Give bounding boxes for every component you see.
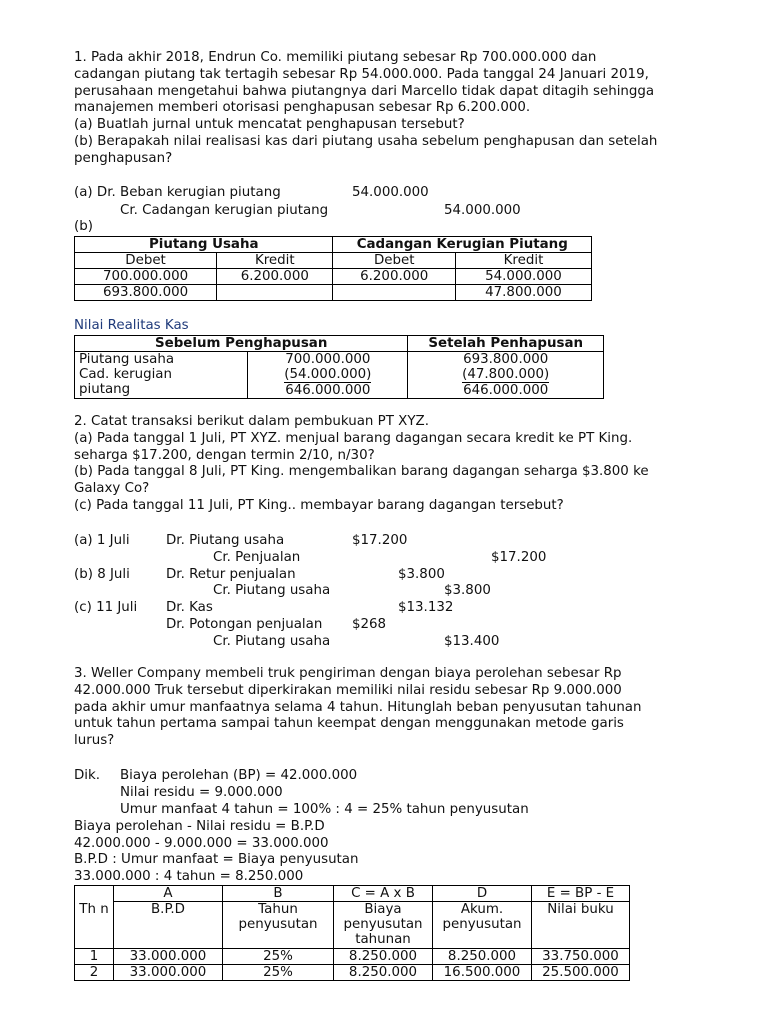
dik-label: Dik. bbox=[74, 768, 101, 783]
calc-line: 42.000.000 - 9.000.000 = 33.000.000 bbox=[74, 836, 329, 851]
q1-line: 1. Pada akhir 2018, Endrun Co. memiliki piutang sebesar Rp 700.000.000 dan bbox=[74, 50, 597, 65]
ledger-cell: 6.200.000 bbox=[217, 269, 333, 285]
entry-c-dr: Dr. Kas bbox=[166, 600, 213, 615]
col-header: B.P.D bbox=[114, 902, 223, 949]
calc-line: 33.000.000 : 4 tahun = 8.250.000 bbox=[74, 869, 304, 884]
col-header: Biaya penyusutan tahunan bbox=[334, 902, 433, 949]
dep-cell: 33.750.000 bbox=[532, 949, 630, 965]
entry-a-dr-amt: $17.200 bbox=[352, 533, 408, 548]
q2-line: seharga $17.200, dengan termin 2/10, n/30? bbox=[74, 447, 375, 463]
q2-line: (b) Pada tanggal 8 Juli, PT King. mengembalikan barang dagangan seharga $3.800 ke bbox=[74, 464, 649, 480]
q2-line: (c) Pada tanggal 11 Juli, PT King.. membayar barang dagangan tersebut? bbox=[74, 497, 564, 513]
ledger-head-piutang: Piutang Usaha bbox=[75, 237, 333, 253]
table-row bbox=[75, 949, 630, 965]
journal-dr-amount: 54.000.000 bbox=[352, 185, 429, 200]
thn-header: Th n bbox=[75, 902, 114, 949]
q3-line: pada akhir umur manfaatnya selama 4 tahun. Hitunglah beban penyusutan tahunan bbox=[74, 699, 642, 715]
ledger-cell bbox=[333, 285, 455, 301]
q1-line: cadangan piutang tak tertagih sebesar Rp 54.000.000. Pada tanggal 24 Januari 2019, bbox=[74, 66, 649, 82]
col-letter: E = BP - E bbox=[532, 886, 630, 902]
dep-cell: 8.250.000 bbox=[433, 949, 532, 965]
nrk-labels bbox=[75, 352, 248, 399]
dep-cell: 33.000.000 bbox=[114, 949, 223, 965]
ledger-sub: Debet bbox=[75, 253, 217, 269]
entry-a-dr: Dr. Piutang usaha bbox=[166, 533, 285, 548]
depreciation-table bbox=[74, 885, 630, 981]
col-header: Nilai buku bbox=[532, 902, 630, 949]
journal-cr-amount: 54.000.000 bbox=[444, 203, 521, 218]
q1-line: penghapusan? bbox=[74, 150, 173, 166]
dep-cell: 33.000.000 bbox=[114, 965, 223, 981]
entry-c-cr: Cr. Piutang usaha bbox=[213, 634, 331, 649]
entry-a-cr-amt: $17.200 bbox=[491, 550, 547, 565]
ledger-cell: 693.800.000 bbox=[75, 285, 217, 301]
table-row bbox=[75, 965, 630, 981]
ledger-sub: Kredit bbox=[217, 253, 333, 269]
ledger-cell: 6.200.000 bbox=[333, 269, 455, 285]
entry-c-dr2: Dr. Potongan penjualan bbox=[166, 617, 323, 632]
entry-b-dr: Dr. Retur penjualan bbox=[166, 567, 296, 582]
question-2-text bbox=[74, 414, 714, 515]
q3-line: untuk tahun pertama sampai tahun keempat dengan menggunakan metode garis bbox=[74, 716, 624, 732]
q3-line: lurus? bbox=[74, 733, 115, 749]
col-letter: C = A x B bbox=[334, 886, 433, 902]
ledger-table bbox=[74, 236, 592, 301]
nrk-head-after: Setelah Penhapusan bbox=[408, 336, 604, 352]
nrk-label: piutang bbox=[79, 382, 131, 397]
dep-cell: 8.250.000 bbox=[334, 949, 433, 965]
journal-dr-label: (a) Dr. Beban kerugian piutang bbox=[74, 185, 281, 200]
q1-line: (b) Berapakah nilai realisasi kas dari piutang usaha sebelum penghapusan dan setelah bbox=[74, 133, 658, 149]
col-letter: A bbox=[114, 886, 223, 902]
nrk-value: 646.000.000 bbox=[285, 383, 371, 398]
q2-line: Galaxy Co? bbox=[74, 481, 150, 497]
question-1-text bbox=[74, 50, 714, 168]
entry-b-cr: Cr. Piutang usaha bbox=[213, 583, 331, 598]
nrk-label: Piutang usaha bbox=[79, 352, 175, 367]
calc-line: B.P.D : Umur manfaat = Biaya penyusutan bbox=[74, 852, 359, 867]
dep-cell: 1 bbox=[75, 949, 114, 965]
entry-b-dr-amt: $3.800 bbox=[398, 567, 445, 582]
col-header: Tahun penyusutan bbox=[223, 902, 334, 949]
nrk-value: (47.800.000) bbox=[462, 367, 550, 382]
entry-c-cr-amt: $13.400 bbox=[444, 634, 500, 649]
ledger-cell bbox=[217, 285, 333, 301]
nrk-after-values bbox=[408, 352, 604, 399]
calc-line: Biaya perolehan - Nilai residu = B.P.D bbox=[74, 819, 325, 834]
ledger-sub: Debet bbox=[333, 253, 455, 269]
dep-cell: 16.500.000 bbox=[433, 965, 532, 981]
table-row bbox=[75, 269, 592, 285]
nrk-value: 646.000.000 bbox=[463, 383, 549, 398]
nrk-title: Nilai Realitas Kas bbox=[74, 318, 189, 333]
dep-cell: 8.250.000 bbox=[334, 965, 433, 981]
col-header: Akum. penyusutan bbox=[433, 902, 532, 949]
entry-b-cr-amt: $3.800 bbox=[444, 583, 491, 598]
journal-cr-label: Cr. Cadangan kerugian piutang bbox=[120, 203, 329, 218]
dik-line: Biaya perolehan (BP) = 42.000.000 bbox=[120, 768, 358, 783]
nrk-table bbox=[74, 335, 604, 399]
entry-a-cr: Cr. Penjualan bbox=[213, 550, 301, 565]
entry-a-date: (a) 1 Juli bbox=[74, 533, 130, 548]
dep-cell: 25% bbox=[223, 949, 334, 965]
q1-line: perusahaan mengetahui bahwa piutangnya dari Marcello tidak dapat ditagih sehingga bbox=[74, 83, 655, 99]
dik-line: Umur manfaat 4 tahun = 100% : 4 = 25% tahun penyusutan bbox=[120, 802, 529, 817]
q1-line: (a) Buatlah jurnal untuk mencatat penghapusan tersebut? bbox=[74, 117, 465, 133]
ledger-sub: Kredit bbox=[455, 253, 591, 269]
nrk-head-before: Sebelum Penghapusan bbox=[75, 336, 408, 352]
q3-line: 42.000.000 Truk tersebut diperkirakan memiliki nilai residu sebesar Rp 9.000.000 bbox=[74, 682, 622, 698]
dik-line: Nilai residu = 9.000.000 bbox=[120, 785, 283, 800]
table-row bbox=[75, 285, 592, 301]
ledger-cell: 54.000.000 bbox=[455, 269, 591, 285]
thn-blank bbox=[75, 886, 114, 902]
nrk-value: (54.000.000) bbox=[284, 367, 372, 382]
ledger-cell: 47.800.000 bbox=[455, 285, 591, 301]
part-b-label: (b) bbox=[74, 219, 93, 234]
entry-b-date: (b) 8 Juli bbox=[74, 567, 130, 582]
col-letter: B bbox=[223, 886, 334, 902]
q2-line: 2. Catat transaksi berikut dalam pembukuan PT XYZ. bbox=[74, 414, 429, 429]
question-3-text bbox=[74, 666, 714, 750]
entry-c-dr2-amt: $268 bbox=[352, 617, 387, 632]
q3-line: 3. Weller Company membeli truk pengiriman dengan biaya perolehan sebesar Rp bbox=[74, 666, 622, 681]
nrk-label: Cad. kerugian bbox=[79, 367, 172, 382]
entry-c-dr-amt: $13.132 bbox=[398, 600, 454, 615]
dep-cell: 25.500.000 bbox=[532, 965, 630, 981]
nrk-before-values bbox=[248, 352, 408, 399]
nrk-value: 700.000.000 bbox=[285, 352, 371, 367]
dep-cell: 25% bbox=[223, 965, 334, 981]
dep-cell: 2 bbox=[75, 965, 114, 981]
q2-line: (a) Pada tanggal 1 Juli, PT XYZ. menjual barang dagangan secara kredit ke PT King. bbox=[74, 430, 633, 446]
q1-line: manajemen memberi otorisasi penghapusan sebesar Rp 6.200.000. bbox=[74, 100, 531, 116]
col-letter: D bbox=[433, 886, 532, 902]
nrk-value: 693.800.000 bbox=[463, 352, 549, 367]
entry-c-date: (c) 11 Juli bbox=[74, 600, 138, 615]
ledger-head-cadangan: Cadangan Kerugian Piutang bbox=[333, 237, 592, 253]
ledger-cell: 700.000.000 bbox=[75, 269, 217, 285]
